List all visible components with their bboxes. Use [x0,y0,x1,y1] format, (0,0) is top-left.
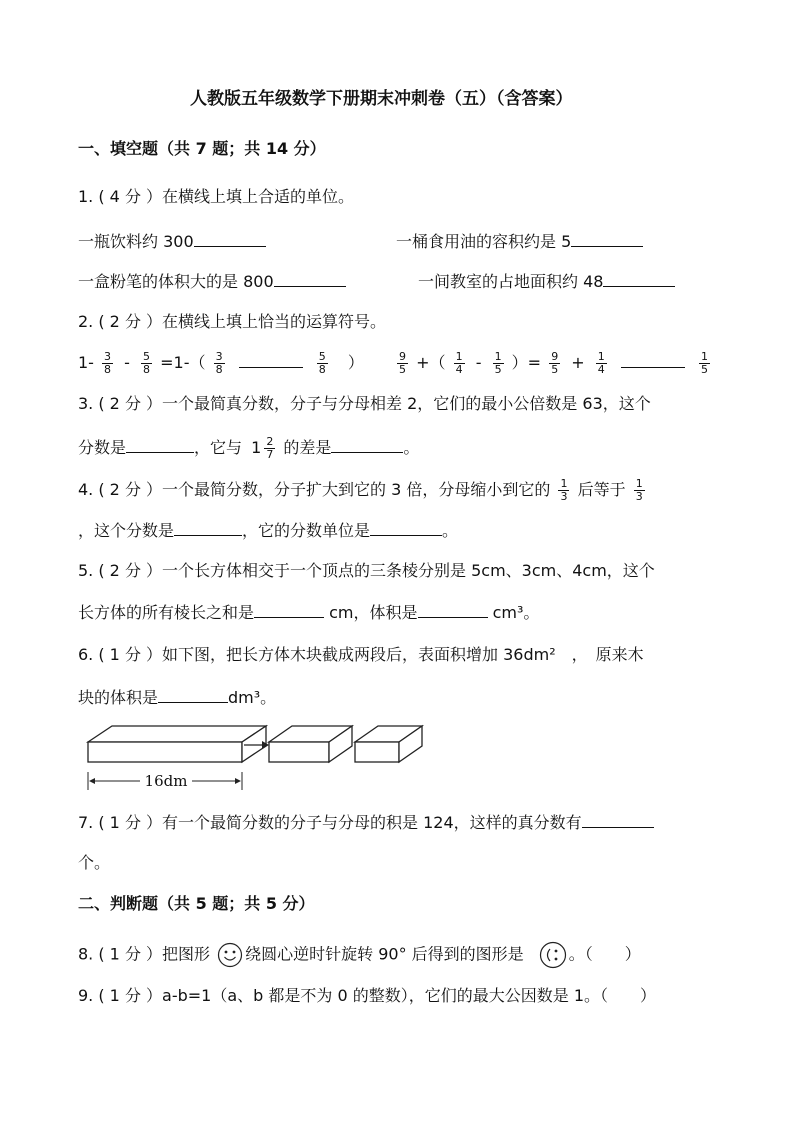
dimension-label: 16dm [144,772,188,790]
operator-blank[interactable] [239,351,303,368]
question-7-line-2: 个。 [78,853,111,872]
fraction: $\frac{1}{5}$ [494,350,502,376]
question-6-text: dm³。 [228,688,277,707]
answer-blank[interactable] [603,270,675,287]
fraction: $\frac{5}{8}$ [318,350,326,376]
long-cuboid-front [88,742,242,762]
question-1-heading: 1. ( 4 分 ）在横线上填上合适的单位。 [78,187,355,206]
dimension-arrow-left [89,778,95,784]
answer-blank[interactable] [274,270,346,287]
minus-sign: - [124,353,130,372]
question-8-text: 。（ ） [568,944,641,964]
fraction: $\frac{9}{5}$ [551,350,559,376]
answer-blank[interactable] [254,601,324,618]
question-4-text: ，它的分数单位是 [242,521,371,540]
question-3-text: 分数是 [78,438,127,457]
question-1c [78,270,346,293]
question-4-text: 后等于 [577,480,626,499]
question-3-line-2 [78,434,419,462]
answer-blank[interactable] [126,436,194,453]
question-5-text: cm，体积是 [329,603,418,622]
question-4-text: 。 [442,521,459,540]
question-6-text: 块的体积是 [78,688,159,707]
fraction: $\frac{1}{4}$ [597,350,605,376]
fraction: $\frac{9}{5}$ [399,350,406,376]
fraction: $\frac{1}{3}$ [560,477,568,503]
question-6-line-2 [78,686,276,709]
answer-blank[interactable] [582,811,654,828]
question-1d [418,270,675,293]
question-8-text: 8. ( 1 分 ）把图形 [78,944,211,964]
fraction: $\frac{5}{8}$ [143,350,151,376]
answer-blank[interactable] [194,230,266,247]
question-7-text: 7. ( 1 分 ）有一个最简分数的分子与分母的积是 124，这样的真分数有 [78,813,582,832]
question-5-text: cm³。 [492,603,540,622]
question-2-heading: 2. ( 2 分 ）在横线上填上恰当的运算符号。 [78,312,387,331]
question-4-text: 4. ( 2 分 ）一个最简分数，分子扩大到它的 3 倍，分母缩小到它的 [78,480,551,499]
question-2-left-expression [78,348,364,378]
expr-text: ）= [511,353,542,372]
question-1b-text: 一桶食用油的容积约是 5 [396,232,572,251]
section-heading-true-false: 二、判断题（共 5 题；共 5 分） [78,894,315,913]
question-1c-text: 一盒粉笔的体积大的是 800 [78,272,274,291]
question-9: 9. ( 1 分 ）a-b=1（a、b 都是不为 0 的整数），它们的最大公因数是 1。（ ） [78,986,657,1005]
question-2-right-expression [394,348,713,378]
expr-text: +（ [416,353,446,372]
section-heading-fill-in: 一、填空题（共 7 题；共 14 分） [78,139,326,158]
fraction: $\frac{3}{8}$ [215,350,223,376]
plus-sign: + [571,353,585,372]
smiley-face-icon [217,942,243,968]
question-4-line-1 [78,476,648,504]
mixed-number: 1 $\frac{2}{7}$ [251,435,274,461]
question-1b [396,230,643,253]
answer-blank[interactable] [174,519,242,536]
dimension-arrow-right [235,778,241,784]
fraction: $\frac{3}{8}$ [104,350,112,376]
question-4-line-2 [78,519,458,542]
question-6-line-1: 6. ( 1 分 ）如下图，把长方体木块截成两段后，表面积增加 36dm² ， 原来木 [78,645,644,664]
piece-2-front [355,742,399,762]
question-3-text: 。 [403,438,420,457]
long-cuboid-top [88,726,266,742]
answer-blank[interactable] [418,601,488,618]
question-1a [78,230,266,253]
close-paren: ） [347,353,364,372]
piece-1-front [269,742,329,762]
answer-blank[interactable] [370,519,442,536]
question-3-text: 的差是 [283,438,332,457]
question-5-line-2 [78,601,539,624]
operator-blank[interactable] [621,351,685,368]
question-1a-text: 一瓶饮料约 300 [78,232,194,251]
answer-blank[interactable] [331,436,403,453]
rotated-smiley-icon [539,941,567,969]
question-5-text: 长方体的所有棱长之和是 [78,603,255,622]
question-8 [78,941,641,969]
question-7-line-1 [78,811,654,834]
question-5-line-1: 5. ( 2 分 ）一个长方体相交于一个顶点的三条棱分别是 5cm、3cm、4cm，这个 [78,561,655,580]
fraction: $\frac{1}{3}$ [635,477,643,503]
cuboid-cut-figure [82,718,428,798]
fraction: $\frac{1}{5}$ [700,350,708,376]
question-3-line-1: 3. ( 2 分 ）一个最简真分数，分子与分母相差 2，它们的最小公倍数是 63，这个 [78,394,651,413]
question-8-text: 绕圆心逆时针旋转 90° 后得到的图形是 [245,944,524,964]
question-1d-text: 一间教室的占地面积约 48 [418,272,604,291]
minus-sign: - [475,353,482,372]
page-title: 人教版五年级数学下册期末冲刺卷（五）（含答案） [190,89,573,109]
expr-text: =1-（ [160,353,206,372]
answer-blank[interactable] [158,686,228,703]
fraction: $\frac{1}{4}$ [455,350,463,376]
expr-text: 1- [78,353,94,372]
question-4-text: ，这个分数是 [78,521,175,540]
answer-blank[interactable] [571,230,643,247]
question-3-text: ，它与 [194,438,243,457]
